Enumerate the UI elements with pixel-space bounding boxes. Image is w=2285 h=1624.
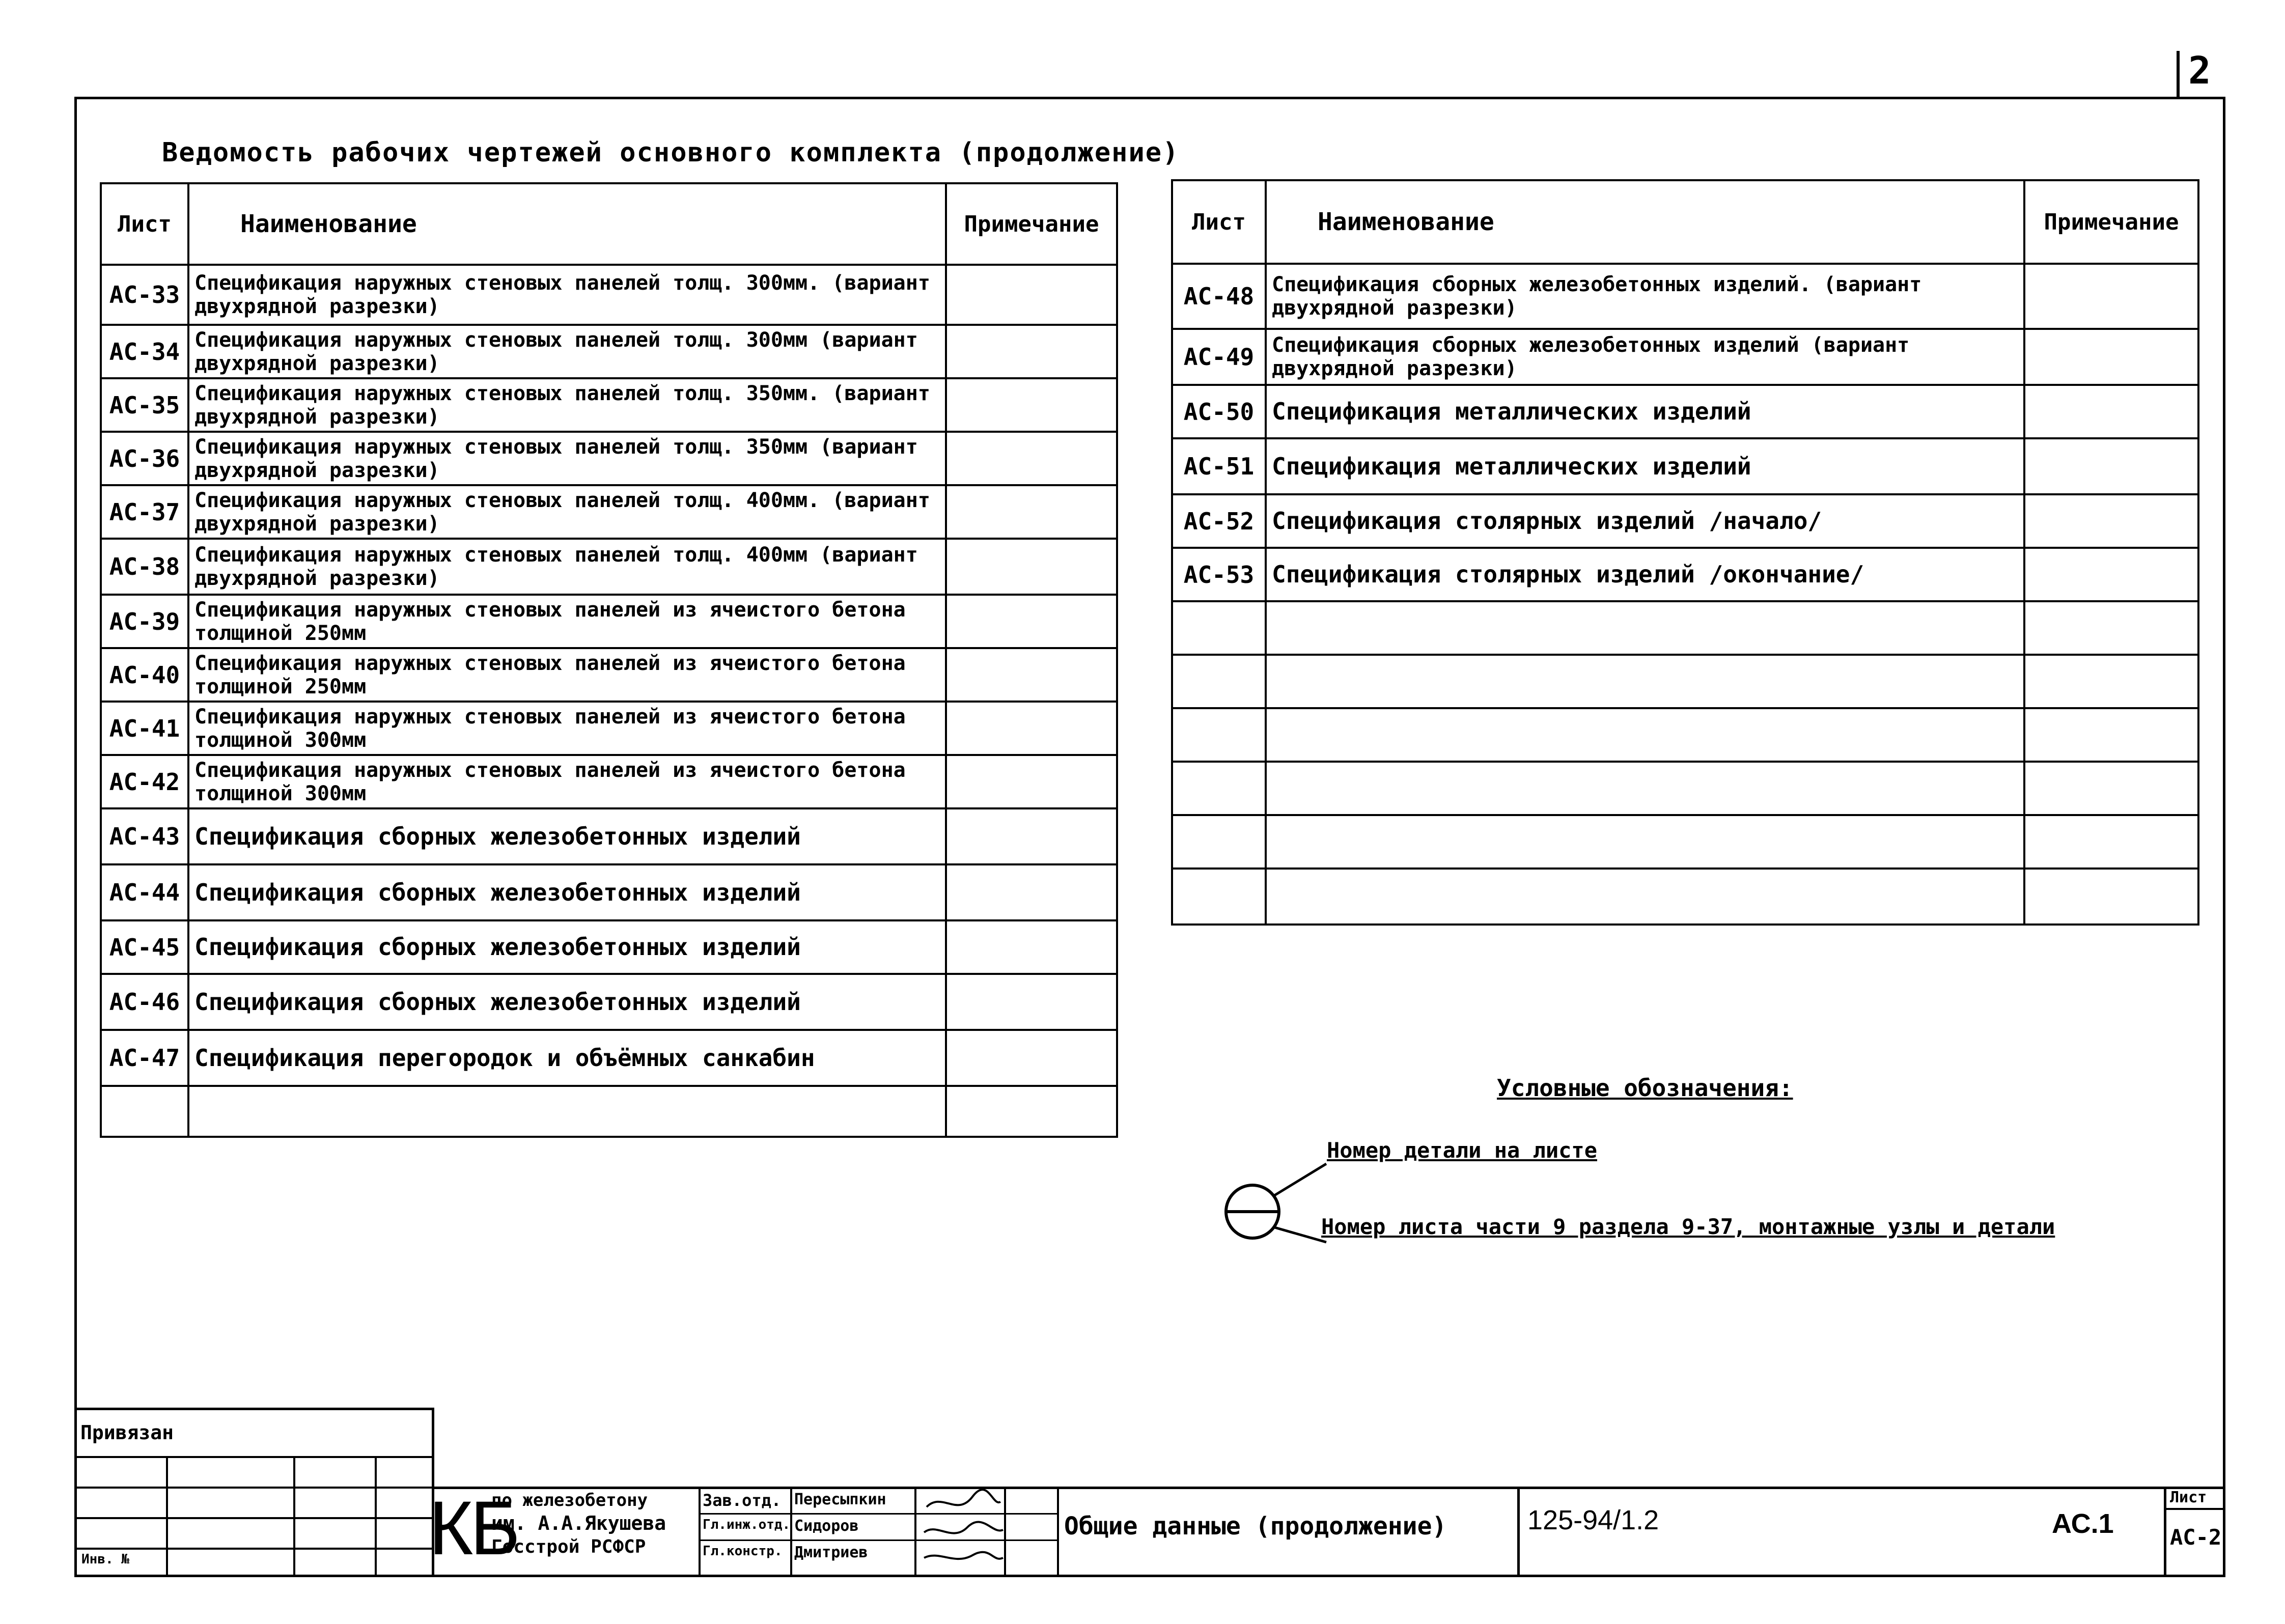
- sheet-name-cell: [1266, 869, 2024, 925]
- table-row: [1172, 548, 2198, 601]
- sheet-name-cell: Спецификация сборных железобетонных изделий (вариант двухрядной разрезки): [1266, 329, 2024, 385]
- header-name: Наименование: [188, 183, 946, 265]
- sheet-code-cell: АС-36: [101, 432, 188, 485]
- signer-name-3: Дмитриев: [794, 1544, 868, 1561]
- header-note: Примечание: [946, 183, 1117, 265]
- sheet-name-cell: [1266, 815, 2024, 869]
- table-row: [101, 1086, 1117, 1137]
- table-row: [101, 325, 1117, 378]
- note-cell: [946, 1030, 1117, 1086]
- role-chief-designer: Гл.констр.: [703, 1544, 783, 1559]
- table-row: [1172, 329, 2198, 385]
- drawings-list-table-right: [1171, 179, 2199, 926]
- sheet-name-cell: Спецификация наружных стеновых панелей из ячеистого бетона толщиной 300мм: [188, 755, 946, 808]
- note-cell: [2024, 601, 2198, 655]
- sheet-name-cell: Спецификация наружных стеновых панелей толщ. 350мм. (вариант двухрядной разрезки): [188, 378, 946, 432]
- note-cell: [946, 378, 1117, 432]
- table-row: [1172, 708, 2198, 762]
- sheet-name-cell: Спецификация металлических изделий: [1266, 438, 2024, 494]
- sheet-code: АС.1: [2052, 1508, 2114, 1539]
- sheet-name-cell: [188, 1086, 946, 1137]
- table-row: [1172, 655, 2198, 708]
- note-cell: [946, 1086, 1117, 1137]
- sheet-name-cell: [1266, 708, 2024, 762]
- sheet-code-cell: АС-53: [1172, 548, 1266, 601]
- note-cell: [2024, 329, 2198, 385]
- note-cell: [946, 864, 1117, 920]
- table-row: [1172, 815, 2198, 869]
- sheet-code-cell: [1172, 815, 1266, 869]
- leader-line-bottom: [1273, 1227, 1326, 1242]
- table-row: [1172, 494, 2198, 548]
- legend-detail-number: Номер детали на листе: [1327, 1138, 1598, 1163]
- legend-title: Условные обозначения:: [1497, 1074, 1793, 1102]
- table-row: [1172, 869, 2198, 925]
- role-head-of-dept: Зав.отд.: [703, 1491, 782, 1510]
- sheet-name-cell: Спецификация наружных стеновых панелей из ячеистого бетона толщиной 300мм: [188, 702, 946, 755]
- table-row: [1172, 264, 2198, 329]
- sheet-name-cell: Спецификация столярных изделий /начало/: [1266, 494, 2024, 548]
- sheet-code-cell: АС-37: [101, 485, 188, 539]
- sheet-name-cell: Спецификация наружных стеновых панелей толщ. 300мм. (вариант двухрядной разрезки): [188, 265, 946, 325]
- header-sheet: Лист: [1172, 180, 1266, 264]
- note-cell: [946, 974, 1117, 1030]
- sheet-name-cell: [1266, 762, 2024, 815]
- signer-name-2: Сидоров: [794, 1517, 859, 1535]
- note-cell: [2024, 548, 2198, 601]
- page-number: 2: [2188, 49, 2211, 93]
- sheet-name-cell: Спецификация перегородок и объёмных санкабин: [188, 1030, 946, 1086]
- org-name-line3: Госстрой РСФСР: [491, 1536, 646, 1557]
- table-header-row: [101, 183, 1117, 265]
- note-cell: [946, 539, 1117, 595]
- note-cell: [946, 432, 1117, 485]
- role-chief-engineer: Гл.инж.отд.: [703, 1517, 791, 1532]
- note-cell: [2024, 815, 2198, 869]
- org-name-line2: им. А.А.Якушева: [491, 1512, 666, 1534]
- sheet-code-cell: [1172, 708, 1266, 762]
- sheet-code-cell: АС-34: [101, 325, 188, 378]
- sheet-name-cell: Спецификация наружных стеновых панелей толщ. 400мм (вариант двухрядной разрезки): [188, 539, 946, 595]
- sheet-code-cell: [1172, 655, 1266, 708]
- sheet-name-cell: [1266, 601, 2024, 655]
- table-row: [101, 808, 1117, 864]
- note-cell: [2024, 385, 2198, 438]
- sheet-code-cell: АС-43: [101, 808, 188, 864]
- note-cell: [946, 755, 1117, 808]
- sheet-code-cell: [1172, 601, 1266, 655]
- note-cell: [2024, 494, 2198, 548]
- document-title: Общие данные (продолжение): [1064, 1512, 1447, 1541]
- sheet-code-cell: АС-46: [101, 974, 188, 1030]
- sheet-code-cell: АС-49: [1172, 329, 1266, 385]
- sheet-name-cell: Спецификация наружных стеновых панелей толщ. 300мм (вариант двухрядной разрезки): [188, 325, 946, 378]
- table-row: [1172, 762, 2198, 815]
- sheet-code-cell: АС-33: [101, 265, 188, 325]
- sheet-code-cell: АС-52: [1172, 494, 1266, 548]
- note-cell: [2024, 264, 2198, 329]
- sheet-code-cell: АС-39: [101, 595, 188, 648]
- note-cell: [2024, 869, 2198, 925]
- table-row: [101, 595, 1117, 648]
- document-heading: Ведомость рабочих чертежей основного комплекта (продолжение): [162, 137, 1180, 168]
- org-logo: КБ: [429, 1485, 517, 1571]
- sheet-code-cell: АС-35: [101, 378, 188, 432]
- leader-line-top: [1273, 1164, 1326, 1196]
- org-name-line1: по железобетону: [491, 1490, 648, 1510]
- table-row: [101, 864, 1117, 920]
- note-cell: [946, 702, 1117, 755]
- table-row: [101, 702, 1117, 755]
- sheet-name-cell: Спецификация сборных железобетонных изделий: [188, 974, 946, 1030]
- note-cell: [946, 325, 1117, 378]
- sheet-code-cell: АС-48: [1172, 264, 1266, 329]
- table-row: [101, 648, 1117, 702]
- sheet-code-cell: АС-51: [1172, 438, 1266, 494]
- table-row: [1172, 385, 2198, 438]
- project-code: 125-94/1.2: [1527, 1505, 1659, 1535]
- table-row: [1172, 438, 2198, 494]
- sheet-code-cell: АС-40: [101, 648, 188, 702]
- sheet-name-cell: Спецификация сборных железобетонных изделий. (вариант двухрядной разрезки): [1266, 264, 2024, 329]
- sheet-name-cell: Спецификация столярных изделий /окончание/: [1266, 548, 2024, 601]
- table-row: [101, 485, 1117, 539]
- sheet-code-cell: АС-42: [101, 755, 188, 808]
- table-header-row: [1172, 180, 2198, 264]
- inventory-number-label: Инв. №: [81, 1552, 129, 1567]
- sheet-code-cell: [1172, 869, 1266, 925]
- sheet-code-cell: АС-44: [101, 864, 188, 920]
- sheet-code-cell: АС-38: [101, 539, 188, 595]
- note-cell: [946, 485, 1117, 539]
- signatures: [916, 1487, 1006, 1577]
- sheet-name-cell: Спецификация сборных железобетонных изделий: [188, 920, 946, 974]
- table-row: [101, 974, 1117, 1030]
- sheet-code-cell: АС-45: [101, 920, 188, 974]
- sheet-code-cell: АС-50: [1172, 385, 1266, 438]
- table-row: [101, 1030, 1117, 1086]
- note-cell: [946, 920, 1117, 974]
- table-row: [101, 432, 1117, 485]
- table-row: [101, 920, 1117, 974]
- table-row: [101, 378, 1117, 432]
- note-cell: [2024, 438, 2198, 494]
- sheet-name-cell: Спецификация наружных стеновых панелей из ячеистого бетона толщиной 250мм: [188, 648, 946, 702]
- sheet-code-cell: [1172, 762, 1266, 815]
- sheet-name-cell: [1266, 655, 2024, 708]
- sheet-name-cell: Спецификация наружных стеновых панелей из ячеистого бетона толщиной 250мм: [188, 595, 946, 648]
- header-name: Наименование: [1266, 180, 2024, 264]
- sheet-value: АС-2: [2170, 1525, 2222, 1550]
- sheet-name-cell: Спецификация наружных стеновых панелей толщ. 350мм (вариант двухрядной разрезки): [188, 432, 946, 485]
- sheet-code-cell: АС-47: [101, 1030, 188, 1086]
- note-cell: [946, 648, 1117, 702]
- sheet-name-cell: Спецификация наружных стеновых панелей толщ. 400мм. (вариант двухрядной разрезки): [188, 485, 946, 539]
- note-cell: [2024, 762, 2198, 815]
- sheet-code-cell: АС-41: [101, 702, 188, 755]
- sheet-name-cell: Спецификация металлических изделий: [1266, 385, 2024, 438]
- sheet-code-cell: [101, 1086, 188, 1137]
- note-cell: [2024, 708, 2198, 762]
- sheet-name-cell: Спецификация сборных железобетонных изделий: [188, 808, 946, 864]
- note-cell: [946, 265, 1117, 325]
- note-cell: [2024, 655, 2198, 708]
- table-row: [101, 265, 1117, 325]
- table-row: [101, 755, 1117, 808]
- header-note: Примечание: [2024, 180, 2198, 264]
- header-sheet: Лист: [101, 183, 188, 265]
- note-cell: [946, 595, 1117, 648]
- sheet-name-cell: Спецификация сборных железобетонных изделий: [188, 864, 946, 920]
- table-row: [101, 539, 1117, 595]
- table-row: [1172, 601, 2198, 655]
- drawings-list-table-left: [100, 182, 1118, 1138]
- note-cell: [946, 808, 1117, 864]
- sheet-label: Лист: [2170, 1489, 2207, 1506]
- legend-sheet-number: Номер листа части 9 раздела 9-37, монтажные узлы и детали: [1321, 1214, 2055, 1239]
- signer-name-1: Пересыпкин: [794, 1491, 886, 1508]
- bound-label: Привязан: [80, 1421, 174, 1444]
